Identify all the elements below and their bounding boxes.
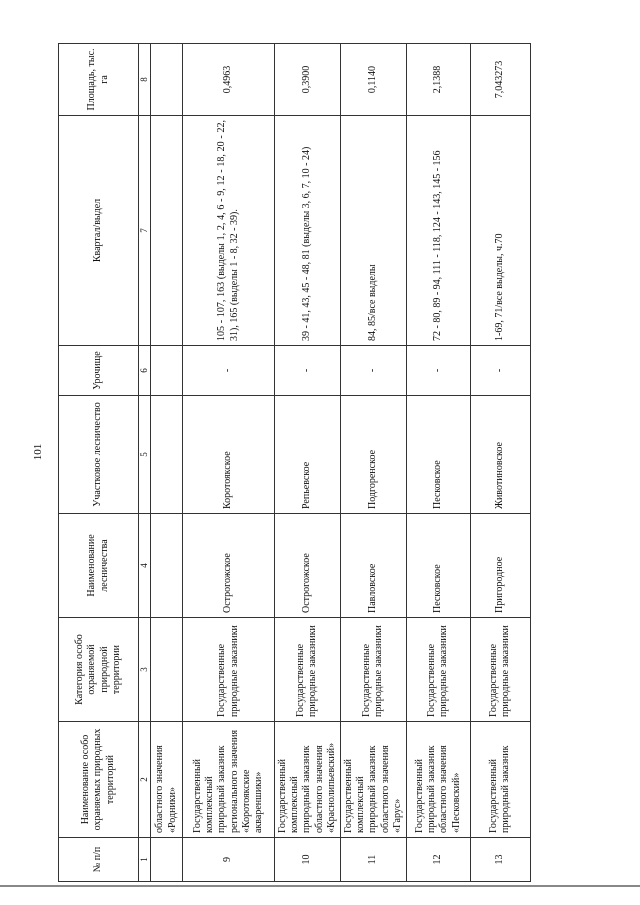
cell-tract: - xyxy=(340,346,406,396)
header-number: № п/п xyxy=(59,838,139,882)
cell-quarter: 84, 85/все выделы xyxy=(340,116,406,346)
cell-tract: - xyxy=(406,346,470,396)
column-number: 3 xyxy=(139,618,151,722)
cell-district: Животиновское xyxy=(470,396,530,514)
cell-area: 7,043273 xyxy=(470,44,530,116)
header-quarter: Квартал/выдел xyxy=(59,116,139,346)
cell-district: Репьевское xyxy=(275,396,341,514)
table-header-row xyxy=(59,44,139,882)
table-row xyxy=(406,44,470,882)
cell-empty xyxy=(151,396,183,514)
column-number: 2 xyxy=(139,722,151,838)
cell-forestry: Острогожское xyxy=(183,514,275,618)
cell-quarter: 1-69, 71/все выделы, ч.70 xyxy=(470,116,530,346)
table-row xyxy=(340,44,406,882)
cell-name: Государственный комплексный природный заказник регионального значения «Коротоякские аквареншики» xyxy=(183,722,275,838)
column-number: 4 xyxy=(139,514,151,618)
cell-category: Государственные природные заказники xyxy=(406,618,470,722)
header-area: Площадь, тыс. га xyxy=(59,44,139,116)
cell-area: 0,4963 xyxy=(183,44,275,116)
cell-name: Государственный комплексный природный заказник областного значения «Гарус» xyxy=(340,722,406,838)
header-forestry: Наименование лесничества xyxy=(59,514,139,618)
cell-empty xyxy=(151,346,183,396)
cell-tract: - xyxy=(275,346,341,396)
cell-number: 11 xyxy=(340,838,406,882)
cell-empty xyxy=(151,116,183,346)
cell-category: Государственные природные заказники xyxy=(275,618,341,722)
cell-forestry: Острогожское xyxy=(275,514,341,618)
cell-forestry: Песковское xyxy=(406,514,470,618)
cell-number: 10 xyxy=(275,838,341,882)
cell-category: Государственные природные заказники xyxy=(183,618,275,722)
cell-tract: - xyxy=(470,346,530,396)
cell-number: 13 xyxy=(470,838,530,882)
header-district-forestry: Участковое лесничество xyxy=(59,396,139,514)
cell-quarter: 72 - 80, 89 - 94, 111 - 118, 124 - 143, 145 - 156 xyxy=(406,116,470,346)
page-number: 101 xyxy=(32,443,44,461)
cell-area: 0,3900 xyxy=(275,44,341,116)
cell-forestry: Павловское xyxy=(340,514,406,618)
column-number-row xyxy=(139,44,151,882)
cell-tract: - xyxy=(183,346,275,396)
cell-name: Государственный природный заказник xyxy=(470,722,530,838)
cell-quarter: 39 - 41, 43, 45 - 48, 81 (выделы 3, 6, 7, 10 - 24) xyxy=(275,116,341,346)
column-number: 6 xyxy=(139,346,151,396)
cell-quarter: 105 - 107, 163 (выделы 1, 2, 4, 6 - 9, 12 - 18, 20 - 22, 31), 165 (выделы 1 - 8, 32 - 39). xyxy=(183,116,275,346)
scan-bottom-edge xyxy=(0,885,640,887)
table-row-continuation xyxy=(151,44,183,882)
cell-name: областного значения «Родники» xyxy=(151,722,183,838)
cell-district: Коротоякское xyxy=(183,396,275,514)
cell-district: Подгоренское xyxy=(340,396,406,514)
rotated-table-wrapper xyxy=(58,44,526,882)
cell-number: 12 xyxy=(406,838,470,882)
cell-empty xyxy=(151,618,183,722)
column-number: 5 xyxy=(139,396,151,514)
cell-name: Государственный природный заказник областного значения «Песковский» xyxy=(406,722,470,838)
table-row xyxy=(470,44,530,882)
table-row xyxy=(275,44,341,882)
cell-name: Государственный комплексный природный заказник областного значения «Краснолипьевский» xyxy=(275,722,341,838)
header-tract: Урочище xyxy=(59,346,139,396)
cell-number: 9 xyxy=(183,838,275,882)
protected-areas-table xyxy=(58,43,531,882)
column-number: 1 xyxy=(139,838,151,882)
header-name: Наименование особо охраняемых природных территорий xyxy=(59,722,139,838)
cell-category: Государственные природные заказники xyxy=(340,618,406,722)
column-number: 7 xyxy=(139,116,151,346)
cell-empty xyxy=(151,838,183,882)
cell-area: 2,1388 xyxy=(406,44,470,116)
column-number: 8 xyxy=(139,44,151,116)
cell-district: Песковское xyxy=(406,396,470,514)
cell-empty xyxy=(151,44,183,116)
header-category: Категория особо охраняемой природной территории xyxy=(59,618,139,722)
cell-forestry: Пригородное xyxy=(470,514,530,618)
cell-empty xyxy=(151,514,183,618)
cell-area: 0,1140 xyxy=(340,44,406,116)
table-row xyxy=(183,44,275,882)
cell-category: Государственные природные заказники xyxy=(470,618,530,722)
